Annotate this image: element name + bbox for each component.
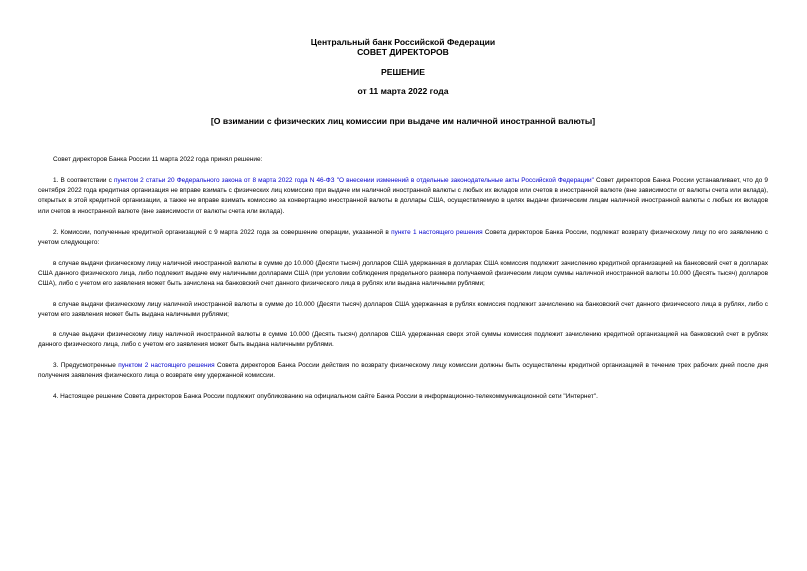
paragraph-2-prefix: 2. Комиссии, полученные кредитной организацией с 9 марта 2022 года за совершение операции, указанной в (53, 229, 392, 236)
paragraph-4: 4. Настоящее решение Совета директоров Банка России подлежит опубликованию на официальном сайте Банка России в информационно-телекоммуникационной сети "Интернет". (53, 393, 598, 400)
paragraph-3 (38, 361, 768, 381)
board-name: СОВЕТ ДИРЕКТОРОВ (357, 47, 449, 57)
paragraph-3-prefix: 3. Предусмотренные (53, 362, 119, 369)
paragraph-2 (38, 228, 768, 248)
paragraph-2-text: Совета директоров Банка России, подлежат возврату физическому лицу по его заявлению с учетом следующего: (38, 229, 768, 247)
paragraph-1-text: Совет директоров Банка России устанавливает, что до 9 сентября 2022 года кредитная организация не вправе взимать с физических лиц комиссию при выдаче им наличной иностранной валюты с любых их вкладов или счетов в иностранной валюте (вне зависимости от валюты счета или вклада), открытых в этой кредитной организации, а также не вправе взимать комиссию за конвертацию иностранной валюты в доллары США, осуществляемую в целях выдачи физическим лицам наличной иностранной валюты с любых их вкладов или счетов в иностранной валюте (вне зависимости от валюты счета или вклада). (38, 177, 768, 215)
paragraph-1 (38, 176, 768, 217)
intro-paragraph: Совет директоров Банка России 11 марта 2022 года принял решение: (53, 156, 263, 163)
document-date: от 11 марта 2022 года (357, 86, 449, 96)
paragraph-3-text: Совета директоров Банка России действия по возврату физическому лицу комиссии должны быть осуществлены кредитной организацией в течение трех рабочих дней после дня получения заявления физического лица о возврате ему удержанной комиссии. (38, 362, 768, 380)
document-type: РЕШЕНИЕ (381, 67, 425, 77)
org-name: Центральный банк Российской Федерации (310, 37, 496, 47)
link-point-1[interactable]: пункте 1 настоящего решения (391, 229, 483, 236)
paragraph-1-prefix: 1. В соответствии с (53, 177, 114, 184)
link-law-46fz[interactable]: пунктом 2 статьи 20 Федерального закона от 8 марта 2022 года N 46-ФЗ "О внесении изменений в отдельные законодательные акты Российской Федерации" (114, 177, 594, 184)
paragraph-2a: в случае выдачи физическому лицу наличной иностранной валюты в сумме до 10.000 (Десяти тысяч) долларов США удержанная в долларах США комиссия подлежит зачислению кредитной организацией на банковский счет в долларах США данного физического лица, либо подлежит выдаче ему наличными долларами США (при условии соблюдения предельного размера получаемой физическим лицом суммы наличной иностранной валюты 10.000 (Десять тысяч) долларов США), либо с учетом его заявления может быть зачислена на банковский счет данного физического лица в рублях или выдана наличными рублями; (38, 260, 768, 288)
paragraph-2c: в случае выдачи физическому лицу наличной иностранной валюты в сумме 10.000 (Десять тысяч) долларов США удержанная сверх этой суммы комиссия подлежит зачислению кредитной организацией на банковский счет в рублях данного физического лица, либо с учетом его заявления может быть выдана наличными рублями. (38, 331, 768, 349)
paragraph-2b: в случае выдачи физическому лицу наличной иностранной валюты в сумме до 10.000 (Десяти тысяч) долларов США удержанная в рублях комиссия подлежит зачислению на банковский счет данного физического лица в рублях, либо с учетом его заявления может быть выдана наличными рублями; (38, 301, 768, 319)
document-title: [О взимании с физических лиц комиссии при выдаче им наличной иностранной валюты] (210, 116, 596, 126)
link-point-2[interactable]: пунктом 2 настоящего решения (118, 362, 215, 369)
